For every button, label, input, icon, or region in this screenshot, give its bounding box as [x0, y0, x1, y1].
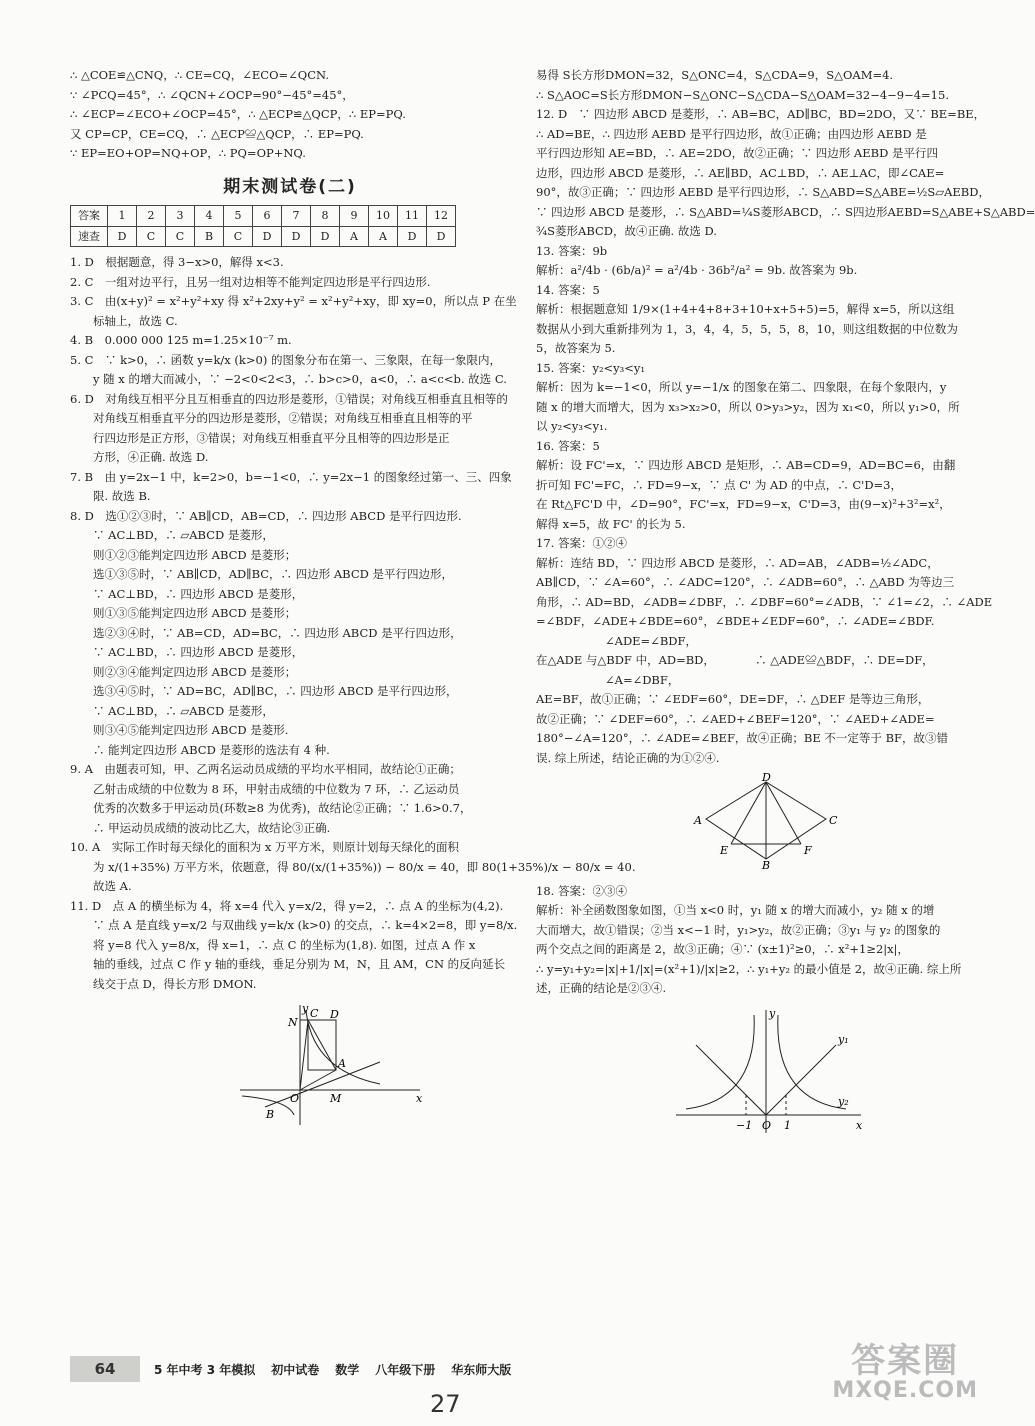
- solution-line: y 随 x 的增大而减小，∵ −2<0<2<3，∴ b>c>0，a<0，∴ a<c<b. 故选 C.: [70, 372, 507, 386]
- solution-line: 180°−∠A=120°，∴ ∠ADE=∠BEF，故④正确；BE 不一定等于 BF，故③错: [536, 731, 949, 745]
- answer-table-number: 1: [108, 206, 137, 227]
- solution-line: ∵ AC⊥BD，∴ 四边形 ABCD 是菱形，: [70, 586, 304, 601]
- figure-17-rhombus: [686, 771, 866, 872]
- solution-line: ∵ AC⊥BD，∴ 四边形 ABCD 是菱形，: [70, 645, 304, 659]
- answer-table-answer: C: [224, 226, 253, 247]
- fig11-label-D: D: [330, 1008, 339, 1021]
- answer-table-header: 答案: [71, 206, 108, 227]
- watermark-url: MXQE.COM: [832, 1378, 978, 1403]
- solution-line: ∴ 能判定四边形 ABCD 是菱形的选法有 4 种.: [70, 742, 330, 757]
- solution-line: 为 x/(1+35%) 万平方米，依题意，得 80/(x/(1+35%)) − 80/x = 40，即 80(1+35%)/x − 80/x = 40.: [70, 859, 636, 874]
- solution-line: 对角线互相垂直平分的四边形是菱形，②错误；对角线互相垂直且相等的平: [70, 411, 473, 425]
- fig18-label-x: x: [856, 1118, 863, 1132]
- solution-line: 14. 答案：5: [536, 282, 600, 297]
- solution-line: 则①③⑤能判定四边形 ABCD 是菱形；: [70, 606, 297, 620]
- solution-line: 故选 A.: [70, 879, 132, 893]
- handwritten-number: 27: [430, 1390, 461, 1418]
- text-line: ∴ ∠ECP=∠ECO+∠OCP=45°，∴ △ECP≌△QCP，∴ EP=PQ.: [70, 107, 406, 121]
- answer-table-number: 11: [398, 206, 427, 227]
- text-line: ∵ EP=EO+OP=NQ+OP，∴ PQ=OP+NQ.: [70, 146, 306, 160]
- fig11-label-C: C: [310, 1007, 319, 1020]
- fig17-label-F: F: [804, 844, 812, 857]
- text-line: ∴ △COE≌△CNQ，∴ CE=CQ，∠ECO=∠QCN.: [70, 68, 329, 82]
- answer-table-number: 5: [224, 206, 253, 227]
- fig11-label-y: y: [302, 1002, 309, 1015]
- solution-line: 两个交点之间的距离是 2，故③正确；④∵ (x±1)²≥0，∴ x²+1≥2|x|，: [536, 942, 909, 956]
- solution-line: 解析：根据题意知 1/9×(1+4+4+8+3+10+x+5+5)=5，解得 x=5，所以这组: [536, 302, 955, 316]
- figure-18-graph: [666, 1005, 866, 1135]
- answer-table-number: 12: [427, 206, 456, 227]
- solution-line: ∠A=∠DBF，: [536, 672, 680, 687]
- solution-line: 平行四边形知 AE=BD，∴ AE=2DO，故②正确；∵ 四边形 AEBD 是平行四: [536, 146, 938, 160]
- right-solutions-b: [536, 882, 976, 999]
- text-line: 又 CP=CP，CE=CQ，∴ △ECP≌△QCP，∴ EP=PQ.: [70, 126, 364, 141]
- solution-line: 则③④⑤能判定四边形 ABCD 是菱形.: [70, 723, 289, 737]
- solution-line: 13. 答案：9b: [536, 243, 608, 258]
- solution-line: AE=BF，故①正确；∵ ∠EDF=60°，DE=DF，∴ △DEF 是等边三角形，: [536, 692, 930, 706]
- solution-line: 18. 答案：②③④: [536, 883, 627, 898]
- solution-line: 在△ADE 与△BDF 中，AD=BD， ∴ △ADE≌△BDF，∴ DE=DF，: [536, 653, 934, 667]
- solution-line: 数据从小到大重新排列为 1，3，4，4，5，5，5，8，10，则这组数据的中位数为: [536, 321, 958, 336]
- solution-line: 6. D 对角线互相平分且互相垂直的四边形是菱形，①错误；对角线互相垂直且相等的: [70, 391, 508, 406]
- solution-line: 解析：a²/4b · (6b/a)² = a²/4b · 36b²/a² = 9b. 故答案为 9b.: [536, 263, 858, 277]
- page-number: 64: [70, 1356, 140, 1382]
- fig11-label-A: A: [338, 1057, 346, 1070]
- solution-line: 大而增大，故①错误；②当 x<−1 时，y₁>y₂，故②正确；③y₁ 与 y₂ 的图象的: [536, 922, 941, 937]
- solution-line: 2. C 一组对边平行，且另一组对边相等不能判定四边形是平行四边形.: [70, 274, 431, 289]
- solution-line: 5，故答案为 5.: [536, 341, 616, 355]
- answer-table-rowlabel: 速查: [71, 226, 108, 247]
- solution-line: 8. D 选①②③时，∵ AB∥CD，AB=CD，∴ 四边形 ABCD 是平行四边形.: [70, 508, 462, 523]
- solution-line: ∠ADE=∠BDF，: [536, 633, 697, 648]
- solution-line: ∵ 四边形 ABCD 是菱形，∴ S△ABD=¼S菱形ABCD，∴ S四边形AEBD=S△ABE+S△ABD=: [536, 204, 1035, 219]
- fig17-label-B: B: [762, 859, 771, 872]
- answer-table-number: 2: [137, 206, 166, 227]
- solution-line: 优秀的次数多于甲运动员(环数≥8 为优秀)，故结论②正确；∵ 1.6>0.7，: [70, 801, 472, 815]
- solution-line: 标轴上，故选 C.: [70, 313, 178, 328]
- answer-table-answer: A: [369, 226, 398, 247]
- answer-table-answer: D: [427, 226, 456, 247]
- answer-table: [70, 205, 456, 247]
- solution-line: 折可知 FC'=FC，∴ FD=9−x，∵ 点 C' 为 AD 的中点，∴ C'D=3，: [536, 477, 902, 492]
- answer-table-answer: C: [137, 226, 166, 247]
- right-column: [536, 66, 1035, 1147]
- left-pre-lines: [70, 66, 510, 164]
- solution-line: 5. C ∵ k>0，∴ 函数 y=k/x (k>0) 的图象分布在第一、三象限，在每一象限内，: [70, 352, 501, 367]
- right-solutions-a: [536, 66, 1035, 768]
- answer-table-number: 7: [282, 206, 311, 227]
- solution-line: 线交于点 D，得长方形 DMON.: [70, 976, 257, 991]
- solution-line: 解析：设 FC'=x，∵ 四边形 ABCD 是矩形，∴ AB=CD=9，AD=BC=6，由翻: [536, 458, 956, 472]
- answer-table-answer: D: [311, 226, 340, 247]
- watermark-logo: [832, 1341, 978, 1406]
- fig17-label-E: E: [720, 844, 729, 857]
- solution-line: 方形，④正确. 故选 D.: [70, 450, 209, 464]
- answer-table-answer: D: [398, 226, 427, 247]
- solution-line: ∴ AD=BE，∴ 四边形 AEBD 是平行四边形，故①正确；由四边形 AEBD 是: [536, 126, 927, 141]
- figure-11-graph: [230, 1000, 430, 1130]
- solution-line: 12. D ∵ 四边形 ABCD 是菱形，∴ AB=BC，AD∥BC，BD=2DO，又∵ BE=BE，: [536, 107, 986, 121]
- solution-line: 随 x 的增大而增大，因为 x₃>x₂>0，所以 0>y₃>y₂，因为 x₁<0，所以 y₁>0，所: [536, 399, 960, 414]
- fig17-label-A: A: [694, 814, 702, 827]
- solution-line: 11. D 点 A 的横坐标为 4，将 x=4 代入 y=x/2，得 y=2，∴ 点 A 的坐标为(4,2).: [70, 898, 504, 913]
- solution-line: ¾S菱形ABCD，故④正确. 故选 D.: [536, 224, 717, 238]
- solution-line: 故②正确；∵ ∠DEF=60°，∴ ∠AED+∠BEF=120°，∵ ∠AED+∠ADE=: [536, 711, 935, 726]
- solution-line: 选①③⑤时，∵ AB∥CD，AD∥BC，∴ 四边形 ABCD 是平行四边形，: [70, 567, 453, 581]
- solution-line: 选②③④时，∵ AB=CD，AD=BC，∴ 四边形 ABCD 是平行四边形，: [70, 625, 462, 640]
- fig11-label-M: M: [330, 1092, 342, 1105]
- solution-line: 误. 综上所述，结论正确的为①②④.: [536, 750, 720, 765]
- solution-line: =∠BDF，∠ADE+∠BDE=60°，∠BDE+∠EDF=60°，∴ ∠ADE=∠BDF.: [536, 614, 935, 628]
- solution-line: 易得 S长方形DMON=32，S△ONC=4，S△CDA=9，S△OAM=4.: [536, 68, 894, 82]
- solution-line: 则①②③能判定四边形 ABCD 是菱形；: [70, 547, 297, 562]
- answer-table-number: 10: [369, 206, 398, 227]
- watermark-text: 答案圈: [851, 1341, 960, 1381]
- fig18-label-1: 1: [784, 1118, 791, 1132]
- solution-line: 16. 答案：5: [536, 438, 600, 453]
- solution-line: 在 Rt△FC'D 中，∠D=90°，FC'=x，FD=9−x，C'D=3，由(9−x)²+3²=x²，: [536, 497, 951, 511]
- answer-table-number: 8: [311, 206, 340, 227]
- solution-line: 以 y₂<y₃<y₁.: [536, 419, 608, 433]
- fig11-label-N: N: [288, 1016, 298, 1029]
- answer-table-answer: C: [166, 226, 195, 247]
- solution-line: 90°，故③正确；∵ 四边形 AEBD 是平行四边形，∴ S△ABD=S△ABE=½S▱AEBD，: [536, 185, 990, 199]
- text-line: ∵ ∠PCQ=45°，∴ ∠QCN+∠OCP=90°−45°=45°，: [70, 87, 354, 102]
- solution-line: ∵ 点 A 是直线 y=x/2 与双曲线 y=k/x (k>0) 的交点，∴ k=4×2=8，即 y=8/x.: [70, 918, 518, 932]
- solution-line: 述，正确的结论是②③④.: [536, 981, 667, 995]
- solution-line: 边形，四边形 ABCD 是菱形，∴ AE∥BD，AC⊥BD，∴ AE⊥AC，即∠CAE=: [536, 165, 945, 180]
- footer-series: 5 年中考 3 年模拟: [154, 1362, 256, 1377]
- answer-table-answer: B: [195, 226, 224, 247]
- footer-edition: 华东师大版: [451, 1362, 512, 1377]
- exam-title: 期末测试卷(二): [223, 176, 357, 197]
- solution-line: 3. C 由(x+y)² = x²+y²+xy 得 x²+2xy+y² = x²+y²+xy，即 xy=0，所以点 P 在坐: [70, 294, 517, 308]
- fig11-label-B: B: [266, 1108, 275, 1121]
- solution-line: ∴ 甲运动员成绩的波动比乙大，故结论③正确.: [70, 820, 331, 835]
- fig17-label-C: C: [829, 814, 838, 827]
- answer-table-answer: D: [108, 226, 137, 247]
- answer-table-number: 3: [166, 206, 195, 227]
- fig18-label-neg1: −1: [736, 1118, 753, 1132]
- fig17-label-D: D: [762, 771, 771, 784]
- solution-line: 1. D 根据题意，得 3−x>0，解得 x<3.: [70, 255, 284, 269]
- solution-line: 轴的垂线，过点 C 作 y 轴的垂线，垂足分别为 M，N，且 AM，CN 的反向延长: [70, 957, 506, 971]
- solution-line: 角形，∴ AD=BD，∠ADB=∠DBF，∴ ∠DBF=60°=∠ADB，∵ ∠1=∠2，∴ ∠ADE: [536, 594, 993, 609]
- solution-line: 将 y=8 代入 y=8/x，得 x=1，∴ 点 C 的坐标为(1,8). 如图，过点 A 作 x: [70, 937, 476, 952]
- solution-line: 10. A 实际工作时每天绿化的面积为 x 万平方米，则原计划每天绿化的面积: [70, 840, 460, 854]
- fig18-label-y1: y₁: [838, 1032, 849, 1046]
- answer-table-number: 6: [253, 206, 282, 227]
- solution-line: ∴ y=y₁+y₂=|x|+1/|x|=(x²+1)/|x|≥2，∴ y₁+y₂ 的最小值是 2，故④正确. 综上所: [536, 961, 962, 976]
- solution-line: 则②③④能判定四边形 ABCD 是菱形；: [70, 664, 297, 679]
- footer-subject: 数学: [335, 1362, 360, 1377]
- solution-line: 15. 答案：y₂<y₃<y₁: [536, 360, 646, 375]
- answer-table-answer: D: [282, 226, 311, 247]
- answer-table-number: 9: [340, 206, 369, 227]
- fig11-label-x: x: [416, 1092, 423, 1105]
- solution-line: 解析：补全函数图象如图，①当 x<0 时，y₁ 随 x 的增大而减小，y₂ 随 x 的增: [536, 903, 935, 917]
- solution-line: ∴ S△AOC=S长方形DMON−S△ONC−S△CDA−S△OAM=32−4−9−4=15.: [536, 87, 949, 102]
- solution-line: 解得 x=5，故 FC' 的长为 5.: [536, 516, 686, 531]
- solution-line: 7. B 由 y=2x−1 中，k=2>0，b=−1<0，∴ y=2x−1 的图象经过第一、三、四象: [70, 469, 512, 484]
- answer-table-answer: D: [253, 226, 282, 247]
- fig18-label-y: y: [769, 1006, 776, 1020]
- solution-line: ∵ AC⊥BD，∴ ▱ABCD 是菱形，: [70, 528, 274, 542]
- solution-line: 解析：因为 k=−1<0，所以 y=−1/x 的图象在第二、四象限，在每个象限内，y: [536, 380, 947, 394]
- footer-type: 初中试卷: [271, 1362, 320, 1377]
- solution-line: ∵ AC⊥BD，∴ ▱ABCD 是菱形，: [70, 703, 274, 718]
- fig18-label-O: O: [762, 1118, 772, 1132]
- solution-line: 限. 故选 B.: [70, 489, 151, 503]
- solution-line: 乙射击成绩的中位数为 8 环，甲射击成绩的中位数为 7 环，∴ 乙运动员: [70, 781, 460, 796]
- fig11-label-O: O: [290, 1092, 300, 1105]
- fig18-label-y2: y₂: [838, 1094, 849, 1108]
- page-footer: [70, 1356, 710, 1382]
- footer-grade: 八年级下册: [375, 1362, 436, 1377]
- solution-line: 解析：连结 BD，∵ 四边形 ABCD 是菱形，∴ AD=AB，∠ADB=½∠ADC，: [536, 555, 939, 570]
- solution-line: 4. B 0.000 000 125 m=1.25×10⁻⁷ m.: [70, 333, 292, 347]
- solution-line: 17. 答案：①②④: [536, 536, 627, 550]
- solution-line: 行四边形是正方形，③错误；对角线互相垂直平分且相等的四边形是正: [70, 430, 450, 445]
- solution-line: AB∥CD，∵ ∠A=60°，∴ ∠ADC=120°，∴ ∠ADB=60°，∴ △ABD 为等边三: [536, 575, 955, 589]
- answer-table-number: 4: [195, 206, 224, 227]
- solution-line: 9. A 由题表可知，甲、乙两名运动员成绩的平均水平相同，故结论①正确；: [70, 762, 461, 776]
- solution-line: 选③④⑤时，∵ AD=BC，AD∥BC，∴ 四边形 ABCD 是平行四边形，: [70, 684, 458, 698]
- answer-table-answer: A: [340, 226, 369, 247]
